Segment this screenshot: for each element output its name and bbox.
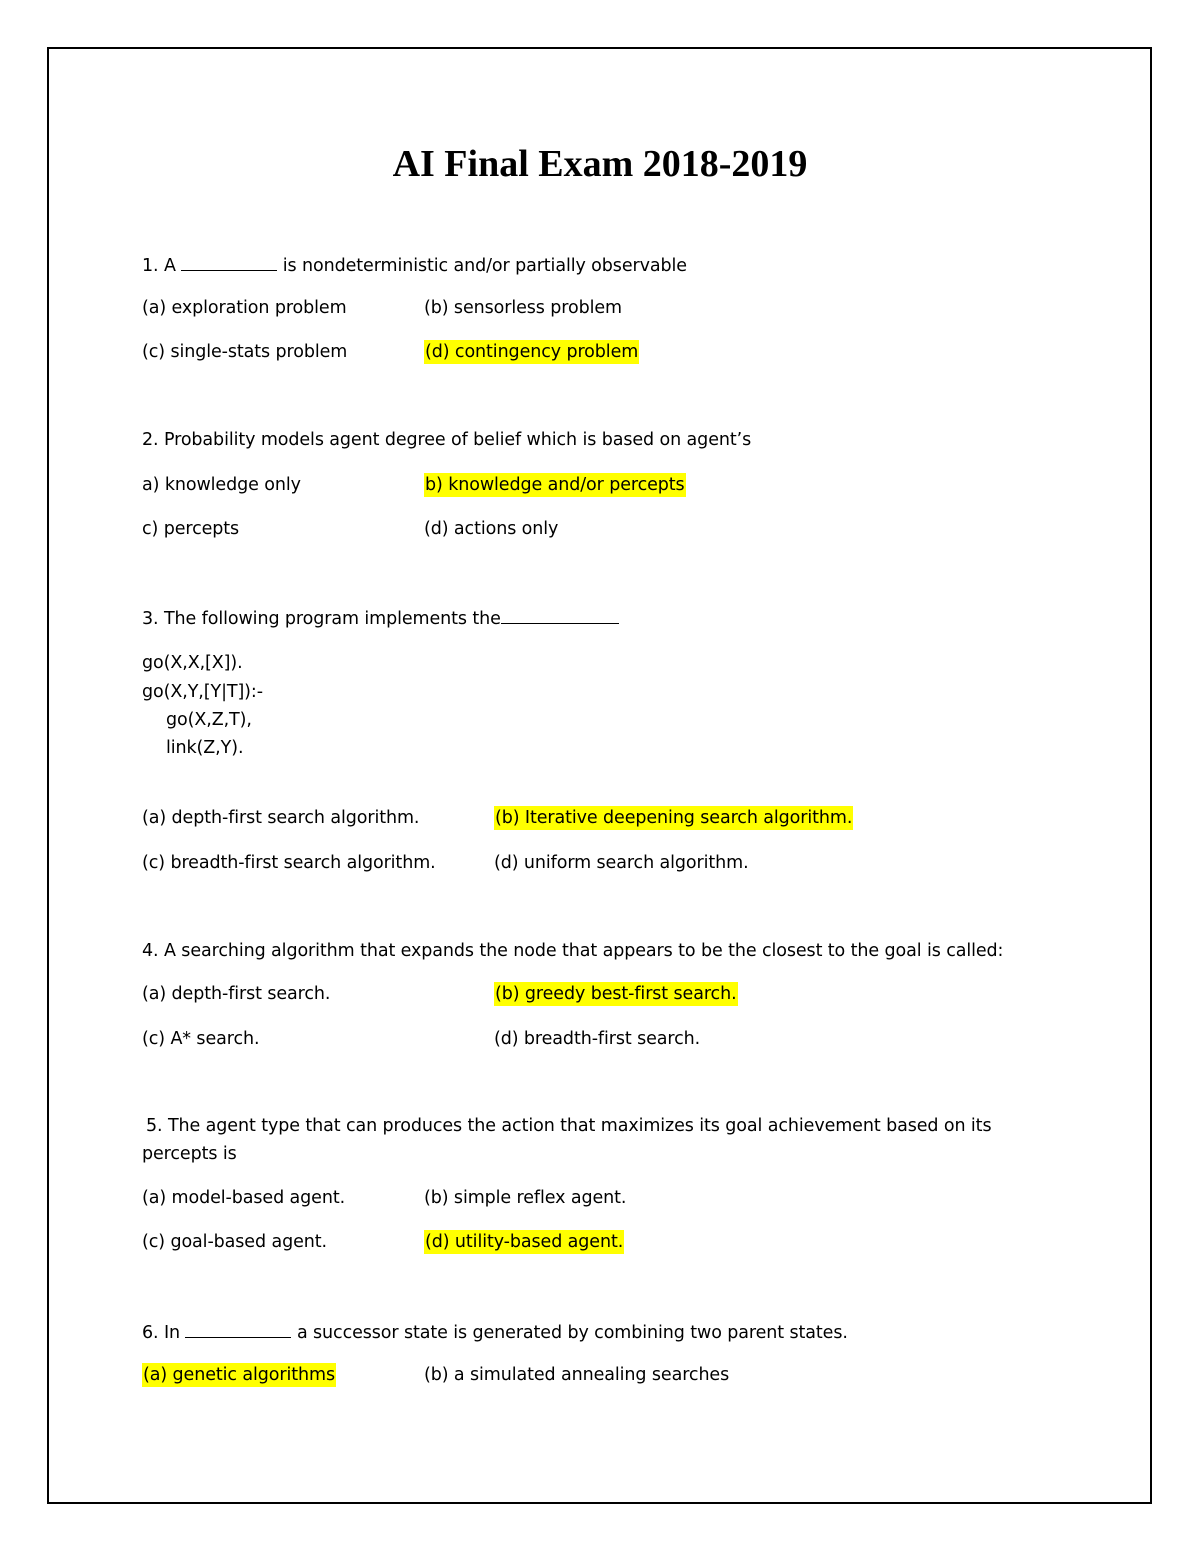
option-1d-correct: (d) contingency problem (425, 342, 639, 362)
question-text: is nondeterministic and/or partially observable (277, 256, 687, 276)
option-3d: (d) uniform search algorithm. (494, 853, 749, 873)
option-2c: c) percepts (142, 519, 240, 539)
question-text: In (158, 1323, 186, 1343)
question-6-stem (142, 1319, 848, 1345)
question-3-stem (142, 605, 619, 631)
question-number: 3. (142, 609, 159, 629)
option-4d: (d) breadth-first search. (494, 1029, 701, 1049)
code-line-3: go(X,Z,T), (166, 710, 252, 730)
option-1b: (b) sensorless problem (424, 298, 622, 318)
option-3a: (a) depth-first search algorithm. (142, 808, 420, 828)
question-number: 4. (142, 941, 159, 961)
option-5d-correct: (d) utility-based agent. (425, 1232, 624, 1252)
answer-blank (185, 1319, 291, 1338)
code-line-2: go(X,Y,[Y|T]):- (142, 682, 263, 702)
question-5-stem-line2: percepts is (142, 1144, 237, 1164)
code-line-4: link(Z,Y). (166, 738, 244, 758)
option-2b-correct: b) knowledge and/or percepts (425, 475, 685, 495)
question-number: 1. (142, 256, 159, 276)
option-2a: a) knowledge only (142, 475, 301, 495)
option-3b-correct: (b) Iterative deepening search algorithm. (495, 808, 853, 828)
option-6b: (b) a simulated annealing searches (424, 1365, 730, 1385)
option-4c: (c) A* search. (142, 1029, 260, 1049)
question-text: A searching algorithm that expands the node that appears to be the closest to the goal is called: (158, 941, 1004, 961)
question-text: The agent type that can produces the action that maximizes its goal achievement based on its (162, 1116, 992, 1136)
question-number: 6. (142, 1323, 159, 1343)
question-number: 2. (142, 430, 159, 450)
answer-blank (501, 605, 619, 624)
option-5c: (c) goal-based agent. (142, 1232, 327, 1252)
question-text: Probability models agent degree of belief which is based on agent’s (158, 430, 752, 450)
question-text: The following program implements the (158, 609, 501, 629)
option-1a: (a) exploration problem (142, 298, 347, 318)
option-1c: (c) single-stats problem (142, 342, 348, 362)
option-5b: (b) simple reflex agent. (424, 1188, 627, 1208)
option-4b-correct: (b) greedy best-first search. (495, 984, 737, 1004)
question-4-stem (142, 939, 1003, 963)
exam-title: AI Final Exam 2018-2019 (392, 143, 808, 185)
question-1-stem (142, 252, 687, 278)
answer-blank (181, 252, 277, 271)
option-2d: (d) actions only (424, 519, 559, 539)
question-number: 5. (146, 1116, 163, 1136)
option-5a: (a) model-based agent. (142, 1188, 346, 1208)
question-2-stem (142, 428, 751, 452)
question-text: a successor state is generated by combining two parent states. (291, 1323, 848, 1343)
question-text: A (158, 256, 182, 276)
code-line-1: go(X,X,[X]). (142, 653, 243, 673)
option-4a: (a) depth-first search. (142, 984, 331, 1004)
option-3c: (c) breadth-first search algorithm. (142, 853, 436, 873)
question-5-stem (142, 1114, 991, 1138)
option-6a-correct: (a) genetic algorithms (143, 1365, 335, 1385)
